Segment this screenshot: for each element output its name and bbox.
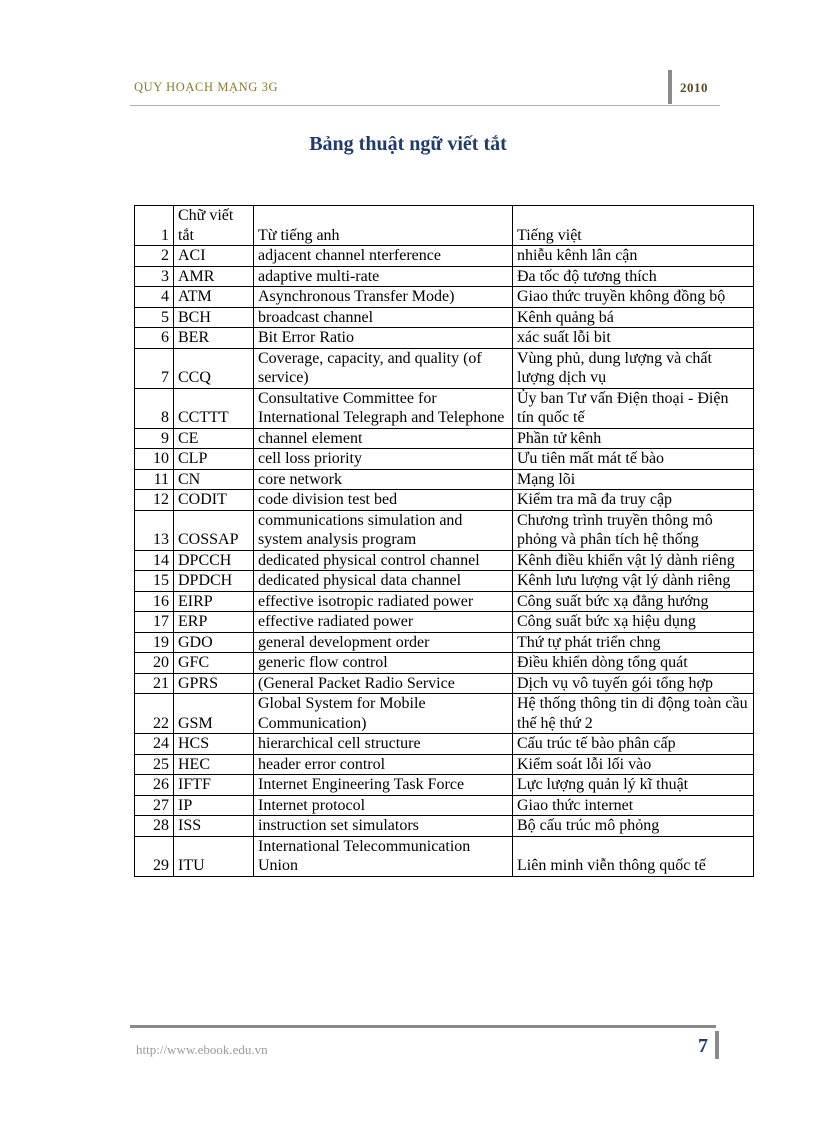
row-number-cell: 4 <box>135 287 174 308</box>
table-row <box>135 653 754 674</box>
abbreviation-cell: GDO <box>174 632 254 653</box>
vietnamese-term-cell: xác suất lỗi bit <box>513 328 754 349</box>
row-number-cell: 13 <box>135 510 174 550</box>
vietnamese-term-cell: Cấu trúc tế bào phân cấp <box>513 734 754 755</box>
table-row <box>135 388 754 428</box>
page-number: 7 <box>698 1035 708 1057</box>
row-number-cell: 25 <box>135 754 174 775</box>
english-term-cell: instruction set simulators <box>254 816 513 837</box>
abbreviation-cell: HEC <box>174 754 254 775</box>
english-term-cell: effective isotropic radiated power <box>254 591 513 612</box>
english-term-cell: Bit Error Ratio <box>254 328 513 349</box>
abbreviation-cell: DPDCH <box>174 571 254 592</box>
vietnamese-term-cell: Điều khiển dòng tổng quát <box>513 653 754 674</box>
abbreviation-cell: ERP <box>174 612 254 633</box>
table-row <box>135 694 754 734</box>
vietnamese-term-cell: Ưu tiên mất mát tế bào <box>513 449 754 470</box>
english-term-cell: code division test bed <box>254 490 513 511</box>
row-number-cell: 21 <box>135 673 174 694</box>
abbreviation-cell: EIRP <box>174 591 254 612</box>
english-term-cell: Từ tiếng anh <box>254 206 513 246</box>
abbreviation-cell: GFC <box>174 653 254 674</box>
row-number-cell: 24 <box>135 734 174 755</box>
english-term-cell: generic flow control <box>254 653 513 674</box>
table-row <box>135 246 754 267</box>
vietnamese-term-cell: Kênh điều khiển vật lý dành riêng <box>513 550 754 571</box>
vietnamese-term-cell: Liên minh viễn thông quốc tế <box>513 836 754 876</box>
table-row <box>135 550 754 571</box>
english-term-cell: International Telecommunication Union <box>254 836 513 876</box>
vietnamese-term-cell: Mạng lõi <box>513 469 754 490</box>
row-number-cell: 27 <box>135 795 174 816</box>
abbreviation-cell: CODIT <box>174 490 254 511</box>
row-number-cell: 9 <box>135 428 174 449</box>
row-number-cell: 20 <box>135 653 174 674</box>
english-term-cell: broadcast channel <box>254 307 513 328</box>
row-number-cell: 17 <box>135 612 174 633</box>
table-row <box>135 591 754 612</box>
vietnamese-term-cell: Kênh lưu lượng vật lý dành riêng <box>513 571 754 592</box>
english-term-cell: communications simulation and system analysis program <box>254 510 513 550</box>
table-row <box>135 510 754 550</box>
row-number-cell: 7 <box>135 348 174 388</box>
vietnamese-term-cell: Vùng phủ, dung lượng và chất lượng dịch vụ <box>513 348 754 388</box>
english-term-cell: cell loss priority <box>254 449 513 470</box>
row-number-cell: 14 <box>135 550 174 571</box>
table-row <box>135 266 754 287</box>
table-row <box>135 287 754 308</box>
english-term-cell: Asynchronous Transfer Mode) <box>254 287 513 308</box>
row-number-cell: 28 <box>135 816 174 837</box>
header-divider <box>668 70 672 104</box>
english-term-cell: Coverage, capacity, and quality (of service) <box>254 348 513 388</box>
page-title: Bảng thuật ngữ viết tắt <box>309 133 507 155</box>
table-row <box>135 571 754 592</box>
abbreviation-cell: IP <box>174 795 254 816</box>
abbreviation-cell: CN <box>174 469 254 490</box>
row-number-cell: 16 <box>135 591 174 612</box>
abbreviation-cell: DPCCH <box>174 550 254 571</box>
page-header <box>130 70 720 110</box>
abbreviation-cell: ISS <box>174 816 254 837</box>
header-title: QUY HOẠCH MẠNG 3G <box>134 80 279 94</box>
table-row <box>135 449 754 470</box>
vietnamese-term-cell: Chương trình truyền thông mô phỏng và phân tích hệ thống <box>513 510 754 550</box>
english-term-cell: effective radiated power <box>254 612 513 633</box>
vietnamese-term-cell: Giao thức truyền không đồng bộ <box>513 287 754 308</box>
english-term-cell: Internet Engineering Task Force <box>254 775 513 796</box>
vietnamese-term-cell: Bộ cấu trúc mô phỏng <box>513 816 754 837</box>
english-term-cell: (General Packet Radio Service <box>254 673 513 694</box>
footer-divider <box>715 1031 719 1059</box>
header-rule <box>130 105 720 106</box>
english-term-cell: dedicated physical data channel <box>254 571 513 592</box>
row-number-cell: 6 <box>135 328 174 349</box>
english-term-cell: dedicated physical control channel <box>254 550 513 571</box>
abbreviation-cell: ACI <box>174 246 254 267</box>
vietnamese-term-cell: Giao thức internet <box>513 795 754 816</box>
table-row <box>135 795 754 816</box>
row-number-cell: 26 <box>135 775 174 796</box>
page-footer <box>130 1025 720 1065</box>
table-row <box>135 469 754 490</box>
vietnamese-term-cell: nhiễu kênh lân cận <box>513 246 754 267</box>
row-number-cell: 11 <box>135 469 174 490</box>
abbreviation-cell: ITU <box>174 836 254 876</box>
row-number-cell: 22 <box>135 694 174 734</box>
abbreviation-cell: CLP <box>174 449 254 470</box>
vietnamese-term-cell: Đa tốc độ tương thích <box>513 266 754 287</box>
row-number-cell: 8 <box>135 388 174 428</box>
row-number-cell: 12 <box>135 490 174 511</box>
table-row <box>135 428 754 449</box>
row-number-cell: 15 <box>135 571 174 592</box>
vietnamese-term-cell: Thứ tự phát triển chng <box>513 632 754 653</box>
abbreviation-cell: GSM <box>174 694 254 734</box>
row-number-cell: 29 <box>135 836 174 876</box>
abbreviation-cell: CE <box>174 428 254 449</box>
abbreviation-cell: HCS <box>174 734 254 755</box>
table-row <box>135 307 754 328</box>
vietnamese-term-cell: Kiểm soát lỗi lối vào <box>513 754 754 775</box>
abbreviation-cell: CCQ <box>174 348 254 388</box>
table-row <box>135 673 754 694</box>
abbreviation-cell: CCTTT <box>174 388 254 428</box>
vietnamese-term-cell: Ủy ban Tư vấn Điện thoại - Điện tín quốc tế <box>513 388 754 428</box>
vietnamese-term-cell: Hệ thống thông tin di động toàn cầu thế hệ thứ 2 <box>513 694 754 734</box>
vietnamese-term-cell: Tiếng việt <box>513 206 754 246</box>
table-row <box>135 206 754 246</box>
english-term-cell: hierarchical cell structure <box>254 734 513 755</box>
table-row <box>135 612 754 633</box>
abbreviation-table-body <box>135 206 754 877</box>
table-row <box>135 754 754 775</box>
table-row <box>135 775 754 796</box>
table-row <box>135 632 754 653</box>
row-number-cell: 10 <box>135 449 174 470</box>
row-number-cell: 1 <box>135 206 174 246</box>
english-term-cell: header error control <box>254 754 513 775</box>
table-row <box>135 348 754 388</box>
english-term-cell: adaptive multi-rate <box>254 266 513 287</box>
english-term-cell: Global System for Mobile Communication) <box>254 694 513 734</box>
english-term-cell: channel element <box>254 428 513 449</box>
abbreviation-cell: IFTF <box>174 775 254 796</box>
vietnamese-term-cell: Công suất bức xạ hiệu dụng <box>513 612 754 633</box>
table-row <box>135 328 754 349</box>
vietnamese-term-cell: Công suất bức xạ đẳng hướng <box>513 591 754 612</box>
english-term-cell: Consultative Committee for International Telegraph and Telephone <box>254 388 513 428</box>
english-term-cell: core network <box>254 469 513 490</box>
table-row <box>135 490 754 511</box>
abbreviation-cell: BER <box>174 328 254 349</box>
header-year: 2010 <box>680 80 708 95</box>
vietnamese-term-cell: Kiểm tra mã đa truy cập <box>513 490 754 511</box>
vietnamese-term-cell: Lực lượng quản lý kĩ thuật <box>513 775 754 796</box>
english-term-cell: Internet protocol <box>254 795 513 816</box>
abbreviation-table <box>134 205 754 877</box>
abbreviation-cell: AMR <box>174 266 254 287</box>
row-number-cell: 2 <box>135 246 174 267</box>
footer-rule <box>130 1025 716 1028</box>
abbreviation-cell: Chữ viết tắt <box>174 206 254 246</box>
table-row <box>135 816 754 837</box>
abbreviation-cell: COSSAP <box>174 510 254 550</box>
abbreviation-cell: ATM <box>174 287 254 308</box>
row-number-cell: 19 <box>135 632 174 653</box>
vietnamese-term-cell: Kênh quảng bá <box>513 307 754 328</box>
row-number-cell: 3 <box>135 266 174 287</box>
table-row <box>135 734 754 755</box>
footer-url: http://www.ebook.edu.vn <box>136 1042 268 1057</box>
vietnamese-term-cell: Phần tử kênh <box>513 428 754 449</box>
english-term-cell: adjacent channel nterference <box>254 246 513 267</box>
abbreviation-cell: GPRS <box>174 673 254 694</box>
vietnamese-term-cell: Dịch vụ vô tuyến gói tổng hợp <box>513 673 754 694</box>
table-row <box>135 836 754 876</box>
abbreviation-cell: BCH <box>174 307 254 328</box>
english-term-cell: general development order <box>254 632 513 653</box>
row-number-cell: 5 <box>135 307 174 328</box>
